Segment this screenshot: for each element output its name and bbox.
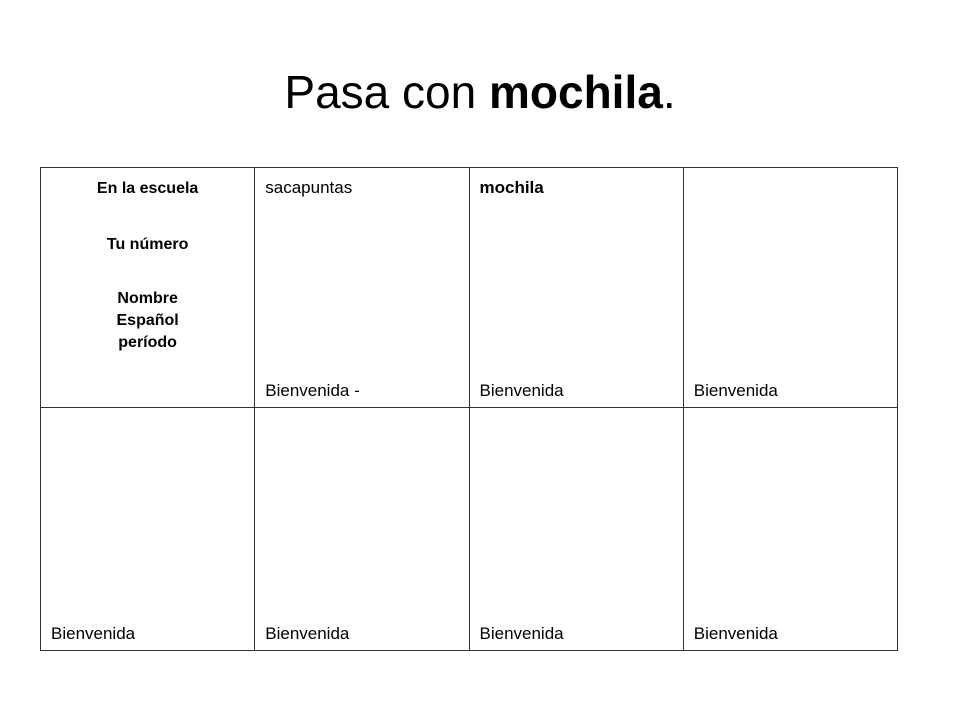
header-line-period: período: [118, 334, 177, 351]
cell-welcome-text: Bienvenida: [265, 624, 350, 643]
grid-cell: [41, 408, 255, 651]
grid-cell: [469, 408, 683, 651]
cell-welcome-text: Bienvenida: [51, 624, 136, 643]
grid-row-1: [41, 168, 898, 408]
cell-welcome-text: Bienvenida -: [265, 381, 360, 400]
header-line-school: En la escuela: [96, 180, 199, 197]
cell-word: sacapuntas: [265, 178, 353, 197]
header-cell-content: [41, 178, 254, 354]
header-line-spanish: Español: [116, 312, 179, 329]
cell-word: mochila: [479, 178, 544, 197]
grid-cell: [255, 168, 469, 408]
cell-welcome-text: Bienvenida: [479, 624, 564, 643]
title-prefix: Pasa con: [284, 66, 489, 118]
grid-cell: [683, 408, 897, 651]
grid-cell: [255, 408, 469, 651]
cell-welcome-text: Bienvenida: [693, 624, 778, 643]
header-line-number: Tu número: [106, 236, 189, 253]
cell-welcome-text: Bienvenida: [693, 381, 778, 400]
title-bold-word: mochila: [488, 66, 663, 118]
cell-welcome-text: Bienvenida: [479, 381, 564, 400]
slide-title: [0, 62, 960, 122]
header-line-name: Nombre: [117, 290, 178, 307]
grid-row-2: [41, 408, 898, 651]
grid-cell-header: [41, 168, 255, 408]
word-grid: [40, 167, 898, 651]
title-suffix: .: [662, 66, 676, 118]
grid-cell: [469, 168, 683, 408]
grid-cell: [683, 168, 897, 408]
